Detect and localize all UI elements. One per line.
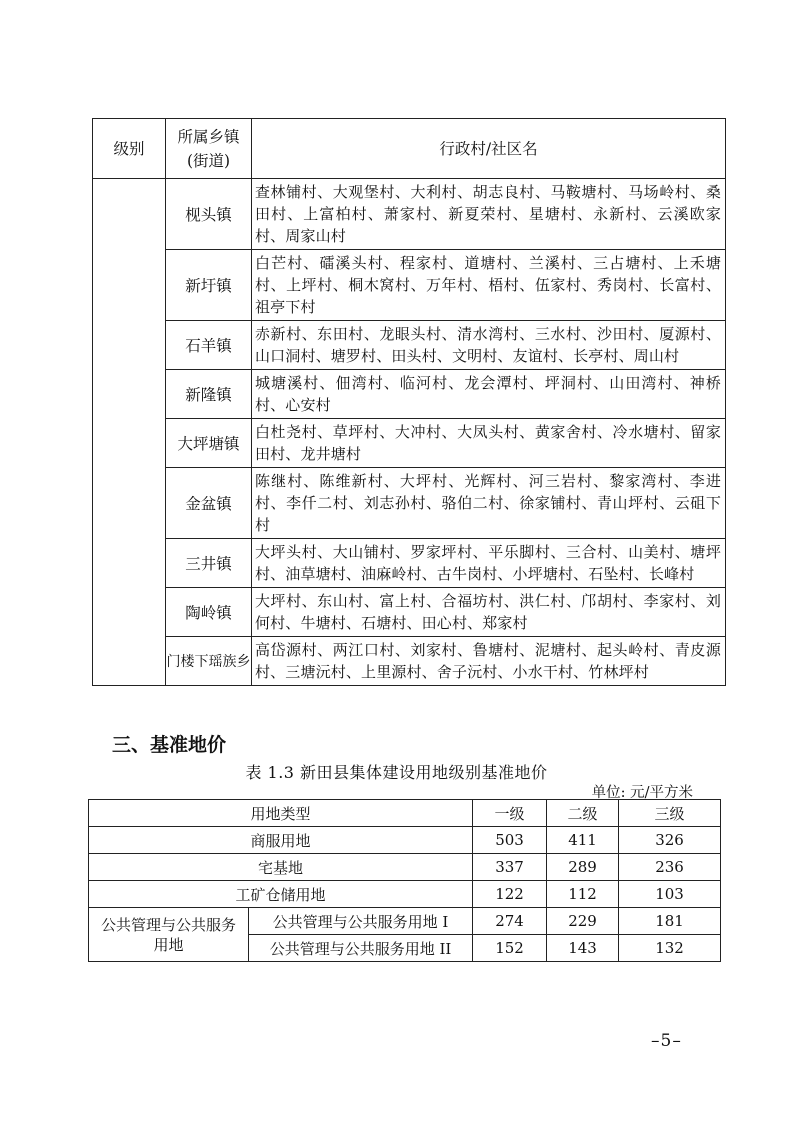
villages-cell: 大坪村、东山村、富上村、合福坊村、洪仁村、邝胡村、李家村、刘何村、牛塘村、石塘村、田心村、郑家村 xyxy=(252,588,726,637)
price-cell: 143 xyxy=(547,935,619,962)
header-type: 用地类型 xyxy=(89,800,473,827)
land-type-cell: 公共管理与公共服务用地 II xyxy=(249,935,473,962)
town-cell: 石羊镇 xyxy=(166,321,252,370)
price-cell: 337 xyxy=(473,854,547,881)
price-cell: 236 xyxy=(619,854,721,881)
price-cell: 112 xyxy=(547,881,619,908)
table-row xyxy=(89,854,721,881)
table-caption: 表 1.3 新田县集体建设用地级别基准地价 xyxy=(245,763,548,782)
table-row xyxy=(89,881,721,908)
villages-cell: 大坪头村、大山铺村、罗家坪村、平乐脚村、三合村、山美村、塘坪村、油草塘村、油麻岭村、古牛岗村、小坪塘村、石坠村、长峰村 xyxy=(252,539,726,588)
land-type-cell: 商服用地 xyxy=(89,827,473,854)
header-villages: 行政村/社区名 xyxy=(252,119,726,179)
header-grade-2: 二级 xyxy=(547,800,619,827)
land-type-cell: 工矿仓储用地 xyxy=(89,881,473,908)
town-cell: 三井镇 xyxy=(166,539,252,588)
group-label-cell: 公共管理与公共服务用地 xyxy=(89,908,249,962)
table-header-row xyxy=(89,800,721,827)
town-cell: 陶岭镇 xyxy=(166,588,252,637)
land-price-table xyxy=(88,799,721,962)
price-cell: 132 xyxy=(619,935,721,962)
table-row xyxy=(93,539,726,588)
header-grade-1: 一级 xyxy=(473,800,547,827)
town-cell: 金盆镇 xyxy=(166,468,252,539)
table-row xyxy=(93,321,726,370)
villages-cell: 高岱源村、两江口村、刘家村、鲁塘村、泥塘村、起头岭村、青皮源村、三塘沅村、上里源村、舍子沅村、小水干村、竹林坪村 xyxy=(252,637,726,686)
unit-label: 单位: 元/平方米 xyxy=(591,785,693,801)
header-town: 所属乡镇 (街道) xyxy=(166,119,252,179)
price-cell: 122 xyxy=(473,881,547,908)
table-row xyxy=(89,908,721,935)
villages-cell: 白芒村、礌溪头村、程家村、道塘村、兰溪村、三占塘村、上禾塘村、上坪村、桐木窝村、万年村、梧村、伍家村、秀岗村、长富村、祖亭下村 xyxy=(252,250,726,321)
table-row xyxy=(93,179,726,250)
price-cell: 411 xyxy=(547,827,619,854)
header-grade-3: 三级 xyxy=(619,800,721,827)
town-cell: 枧头镇 xyxy=(166,179,252,250)
villages-cell: 赤新村、东田村、龙眼头村、清水湾村、三水村、沙田村、厦源村、山口洞村、塘罗村、田头村、文明村、友谊村、长亭村、周山村 xyxy=(252,321,726,370)
town-cell: 大坪塘镇 xyxy=(166,419,252,468)
table-row xyxy=(93,637,726,686)
table-header-row xyxy=(93,119,726,179)
section-title: 三、基准地价 xyxy=(112,734,227,756)
price-cell: 503 xyxy=(473,827,547,854)
price-cell: 274 xyxy=(473,908,547,935)
price-cell: 181 xyxy=(619,908,721,935)
table-row xyxy=(93,419,726,468)
villages-cell: 白杜尧村、草坪村、大冲村、大凤头村、黄家舍村、冷水塘村、留家田村、龙井塘村 xyxy=(252,419,726,468)
page-number: –5– xyxy=(651,1031,682,1051)
villages-cell: 查林铺村、大观堡村、大利村、胡志良村、马鞍塘村、马场岭村、桑田村、上富柏村、萧家村、新夏荣村、星塘村、永新村、云溪欧家村、周家山村 xyxy=(252,179,726,250)
land-type-cell: 宅基地 xyxy=(89,854,473,881)
villages-cell: 陈继村、陈维新村、大坪村、光辉村、河三岩村、黎家湾村、李进村、李仟二村、刘志孙村、骆伯二村、徐家铺村、青山坪村、云砠下村 xyxy=(252,468,726,539)
town-cell: 门楼下瑶族乡 xyxy=(166,637,252,686)
villages-cell: 城塘溪村、佃湾村、临河村、龙会潭村、坪洞村、山田湾村、神桥村、心安村 xyxy=(252,370,726,419)
town-cell: 新隆镇 xyxy=(166,370,252,419)
price-cell: 103 xyxy=(619,881,721,908)
price-cell: 326 xyxy=(619,827,721,854)
table-row xyxy=(93,250,726,321)
table-row xyxy=(93,468,726,539)
land-type-cell: 公共管理与公共服务用地 I xyxy=(249,908,473,935)
price-cell: 229 xyxy=(547,908,619,935)
table-row xyxy=(93,588,726,637)
village-table xyxy=(92,118,726,686)
level-cell xyxy=(93,179,166,686)
table-row xyxy=(89,827,721,854)
price-cell: 289 xyxy=(547,854,619,881)
header-level: 级别 xyxy=(93,119,166,179)
table-row xyxy=(93,370,726,419)
price-cell: 152 xyxy=(473,935,547,962)
town-cell: 新圩镇 xyxy=(166,250,252,321)
